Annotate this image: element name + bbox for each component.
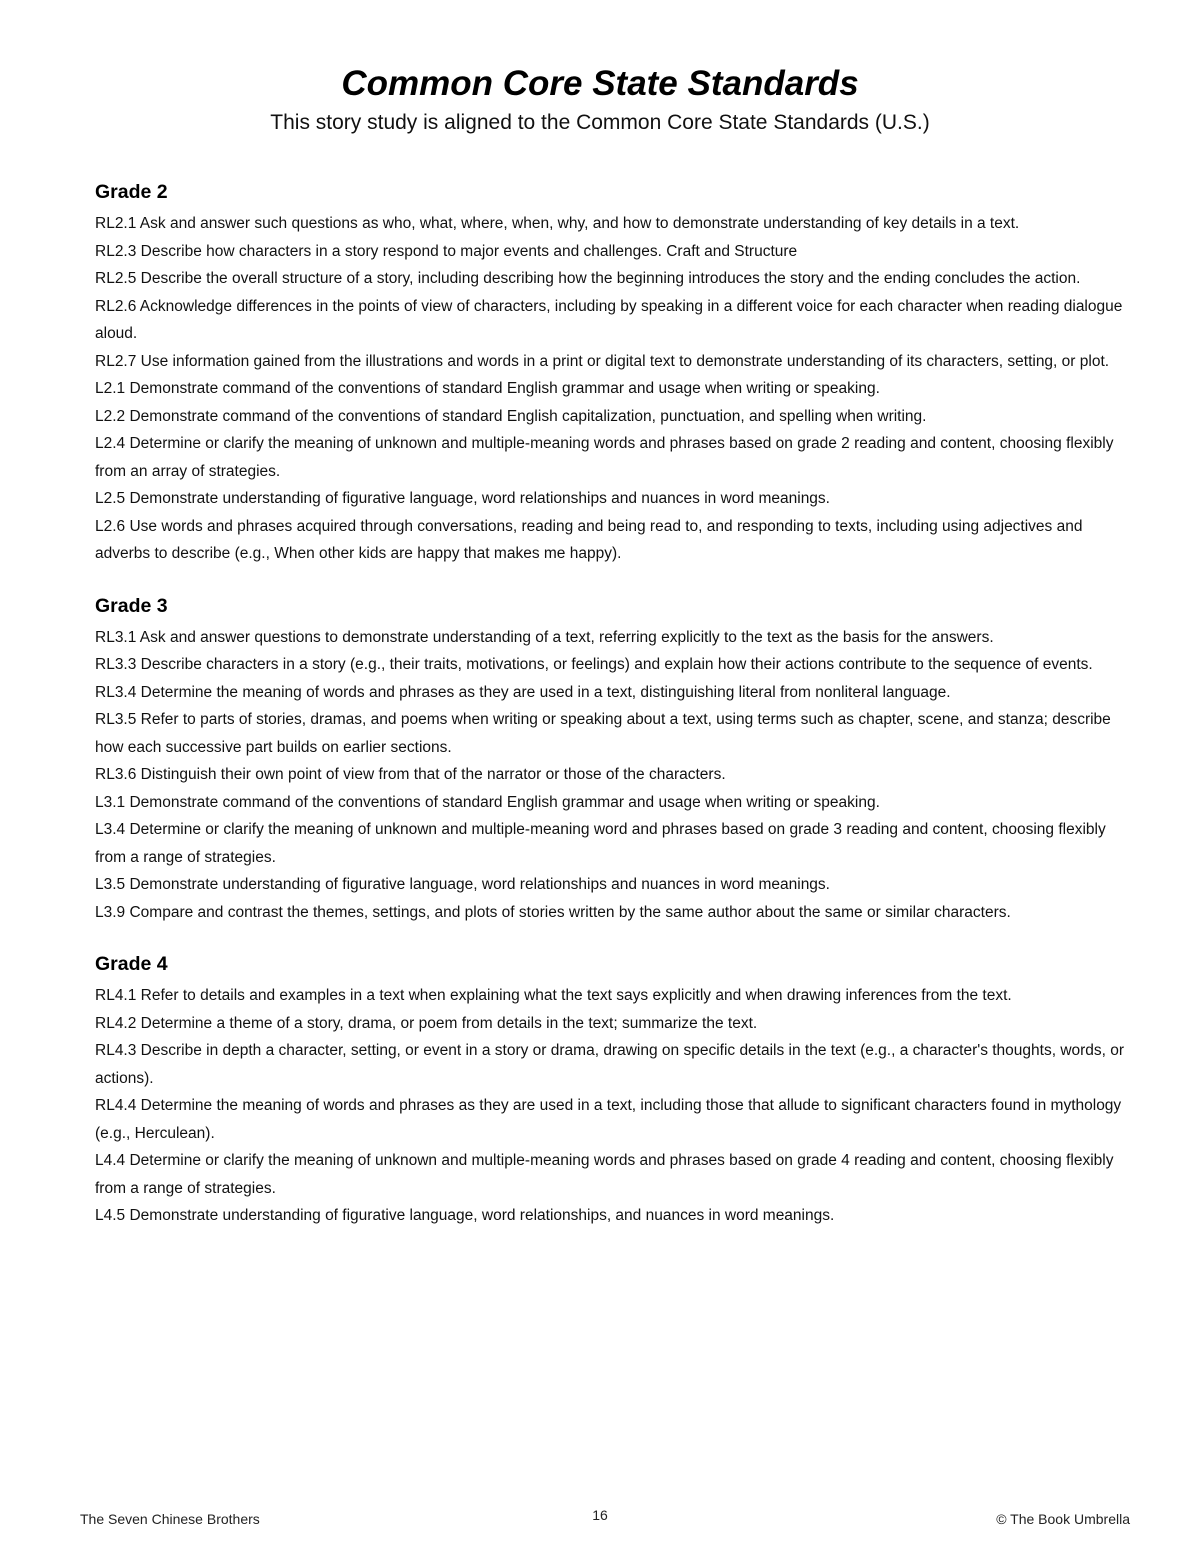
standard-item: L4.5 Demonstrate understanding of figurative language, word relationships, and nuances in word meanings. bbox=[95, 1207, 835, 1224]
standard-item: L3.5 Demonstrate understanding of figurative language, word relationships and nuances in word meanings. bbox=[95, 876, 830, 893]
standard-item: RL2.3 Describe how characters in a story respond to major events and challenges. Craft and Structure bbox=[95, 242, 798, 260]
standard-item: L2.2 Demonstrate command of the conventions of standard English capitalization, punctuation, and spelling when writing. bbox=[95, 407, 927, 425]
page-footer bbox=[80, 1507, 1130, 1531]
footer-copyright: © The Book Umbrella bbox=[996, 1511, 1130, 1527]
standard-item: L3.9 Compare and contrast the themes, settings, and plots of stories written by the same author about the same or similar characters. bbox=[95, 903, 1011, 921]
standards-content bbox=[95, 176, 1125, 1252]
standard-item: L2.6 Use words and phrases acquired through conversations, reading and being read to, and responding to texts, including using adjectives and adverbs to describe (e.g., When other kids are happy that makes me happy). bbox=[95, 517, 1083, 562]
grade-heading: Grade 2 bbox=[95, 181, 168, 203]
grade-heading: Grade 4 bbox=[95, 953, 168, 975]
standard-item: L2.1 Demonstrate command of the conventions of standard English grammar and usage when writing or speaking. bbox=[95, 380, 880, 397]
standard-item: RL2.1 Ask and answer such questions as who, what, where, when, why, and how to demonstrate understanding of key details in a text. bbox=[95, 215, 1020, 232]
standard-item: RL3.3 Describe characters in a story (e.g., their traits, motivations, or feelings) and explain how their actions contribute to the sequence of events. bbox=[95, 656, 1093, 673]
footer-book-title: The Seven Chinese Brothers bbox=[80, 1511, 260, 1527]
standard-item: RL3.4 Determine the meaning of words and phrases as they are used in a text, distinguishing literal from nonliteral language. bbox=[95, 683, 951, 701]
standard-item: L2.5 Demonstrate understanding of figurative language, word relationships and nuances in word meanings. bbox=[95, 490, 830, 507]
standard-item: RL3.6 Distinguish their own point of view from that of the narrator or those of the characters. bbox=[95, 766, 726, 783]
standard-item: RL2.7 Use information gained from the illustrations and words in a print or digital text to demonstrate understanding of its characters, setting, or plot. bbox=[95, 352, 1110, 370]
standard-item: RL3.1 Ask and answer questions to demonstrate understanding of a text, referring explicitly to the text as the basis for the answers. bbox=[95, 628, 994, 646]
page-header bbox=[0, 60, 1200, 138]
grade-4-section bbox=[95, 948, 1125, 1230]
standard-item: L3.1 Demonstrate command of the conventions of standard English grammar and usage when writing or speaking. bbox=[95, 793, 880, 811]
page-subtitle: This story study is aligned to the Common Core State Standards (U.S.) bbox=[270, 111, 930, 134]
standard-item: L2.4 Determine or clarify the meaning of unknown and multiple-meaning words and phrases based on grade 2 reading and content, choosing flexibly from an array of strategies. bbox=[95, 435, 1114, 480]
standard-item: RL4.3 Describe in depth a character, setting, or event in a story or drama, drawing on specific details in the text (e.g., a character's thoughts, words, or actions). bbox=[95, 1042, 1125, 1087]
standard-item: RL4.4 Determine the meaning of words and phrases as they are used in a text, including those that allude to significant characters found in mythology (e.g., Herculean). bbox=[95, 1097, 1122, 1142]
grade-2-section bbox=[95, 176, 1125, 568]
footer-page-number: 16 bbox=[592, 1507, 608, 1523]
standard-item: L3.4 Determine or clarify the meaning of unknown and multiple-meaning word and phrases based on grade 3 reading and content, choosing flexibly from a range of strategies. bbox=[95, 821, 1106, 866]
standard-item: RL3.5 Refer to parts of stories, dramas, and poems when writing or speaking about a text, using terms such as chapter, scene, and stanza; describe how each successive part builds on earlier sections. bbox=[95, 711, 1111, 756]
page-title: Common Core State Standards bbox=[341, 64, 859, 103]
standard-item: RL4.2 Determine a theme of a story, drama, or poem from details in the text; summarize the text. bbox=[95, 1014, 758, 1032]
standard-item: RL4.1 Refer to details and examples in a text when explaining what the text says explicitly and when drawing inferences from the text. bbox=[95, 987, 1012, 1004]
standard-item: RL2.5 Describe the overall structure of a story, including describing how the beginning introduces the story and the ending concludes the action. bbox=[95, 270, 1081, 287]
standard-item: L4.4 Determine or clarify the meaning of unknown and multiple-meaning words and phrases based on grade 4 reading and content, choosing flexibly from a range of strategies. bbox=[95, 1152, 1114, 1197]
grade-3-section bbox=[95, 590, 1125, 927]
grade-heading: Grade 3 bbox=[95, 594, 168, 617]
standard-item: RL2.6 Acknowledge differences in the points of view of characters, including by speaking in a different voice for each character when reading dialogue aloud. bbox=[95, 297, 1123, 342]
